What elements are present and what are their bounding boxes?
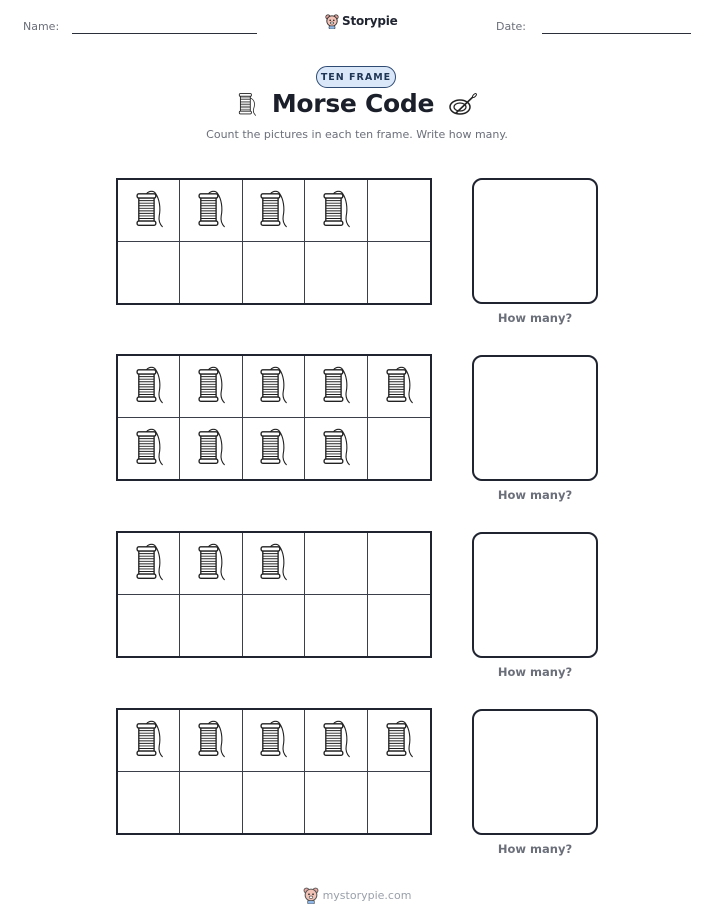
thread-spool-icon [194, 188, 228, 232]
ten-frame-cell [180, 356, 242, 418]
ten-frame-cell [368, 356, 430, 418]
ten-frame-cell [243, 418, 305, 480]
ten-frame-cell [368, 533, 430, 595]
thread-spool-icon [256, 541, 290, 585]
ten-frame-cell [180, 242, 242, 304]
thread-spool-icon [319, 718, 353, 762]
ten-frame-cell [180, 772, 242, 834]
instructions: Count the pictures in each ten frame. Write how many. [206, 128, 508, 141]
thread-spool-icon [382, 718, 416, 762]
footer [0, 886, 714, 904]
ten-frame-cell [118, 533, 180, 595]
name-label: Name: [23, 20, 60, 33]
bear-mascot-icon [303, 886, 319, 904]
ten-frame-cell [368, 595, 430, 657]
answer-box[interactable] [472, 178, 598, 304]
answer-box[interactable] [472, 709, 598, 835]
ten-frame-cell [243, 356, 305, 418]
thread-spool-icon [319, 364, 353, 408]
ten-frame-cell [118, 595, 180, 657]
ten-frame-cell [305, 418, 367, 480]
ten-frame-cell [118, 710, 180, 772]
date-write-line[interactable] [542, 33, 691, 34]
ten-frame-cell [305, 356, 367, 418]
ten-frame-cell [180, 418, 242, 480]
how-many-label: How many? [497, 665, 573, 679]
ten-frame-cell [243, 180, 305, 242]
how-many-label: How many? [497, 842, 573, 856]
thread-spool-icon [319, 188, 353, 232]
ten-frame [116, 531, 432, 658]
ten-frame-cell [118, 356, 180, 418]
ten-frame-cell [305, 180, 367, 242]
ten-frame-cell [368, 710, 430, 772]
ten-frame-cell [368, 180, 430, 242]
answer-box[interactable] [472, 355, 598, 481]
thread-spool-icon [256, 364, 290, 408]
answer-box[interactable] [472, 532, 598, 658]
page-title: Morse Code [271, 89, 435, 118]
thread-spool-icon [132, 188, 166, 232]
ten-frame-cell [180, 710, 242, 772]
ten-frame-cell [118, 772, 180, 834]
ten-frame [116, 354, 432, 481]
ten-frame-cell [368, 418, 430, 480]
ten-frame [116, 178, 432, 305]
thread-spool-icon [194, 718, 228, 762]
thread-spool-icon [319, 426, 353, 470]
brand-name: Storypie [342, 14, 398, 28]
thread-spool-icon [256, 426, 290, 470]
thread-spool-icon [132, 541, 166, 585]
ten-frame-cell [243, 710, 305, 772]
thread-spool-icon [194, 541, 228, 585]
thread-spool-icon [382, 364, 416, 408]
ten-frame-cell [305, 595, 367, 657]
how-many-label: How many? [497, 311, 573, 325]
thread-spool-icon [256, 718, 290, 762]
ten-frame-cell [118, 242, 180, 304]
ten-frame-cell [305, 772, 367, 834]
ten-frame-cell [243, 772, 305, 834]
ten-frame-cell [180, 595, 242, 657]
footer-url: mystorypie.com [322, 888, 412, 902]
thread-spool-icon [132, 426, 166, 470]
thread-spool-icon [132, 364, 166, 408]
thread-spool-icon [194, 364, 228, 408]
bear-mascot-icon [325, 13, 339, 29]
ten-frame-badge: TEN FRAME [316, 66, 396, 88]
ten-frame-cell [118, 180, 180, 242]
ten-frame-cell [305, 710, 367, 772]
ten-frame-cell [305, 242, 367, 304]
needle-and-thread-icon [448, 91, 478, 117]
date-label: Date: [496, 20, 526, 33]
thread-spool-icon [194, 426, 228, 470]
ten-frame-cell [118, 418, 180, 480]
ten-frame-cell [368, 772, 430, 834]
ten-frame-cell [305, 533, 367, 595]
thread-spool-icon [236, 90, 258, 118]
ten-frame-cell [180, 533, 242, 595]
name-write-line[interactable] [72, 33, 257, 34]
ten-frame-cell [243, 242, 305, 304]
ten-frame-cell [243, 595, 305, 657]
title-row [0, 89, 714, 118]
thread-spool-icon [132, 718, 166, 762]
ten-frame-cell [368, 242, 430, 304]
ten-frame-cell [243, 533, 305, 595]
how-many-label: How many? [497, 488, 573, 502]
ten-frame-cell [180, 180, 242, 242]
storypie-logo [325, 13, 398, 29]
thread-spool-icon [256, 188, 290, 232]
ten-frame [116, 708, 432, 835]
